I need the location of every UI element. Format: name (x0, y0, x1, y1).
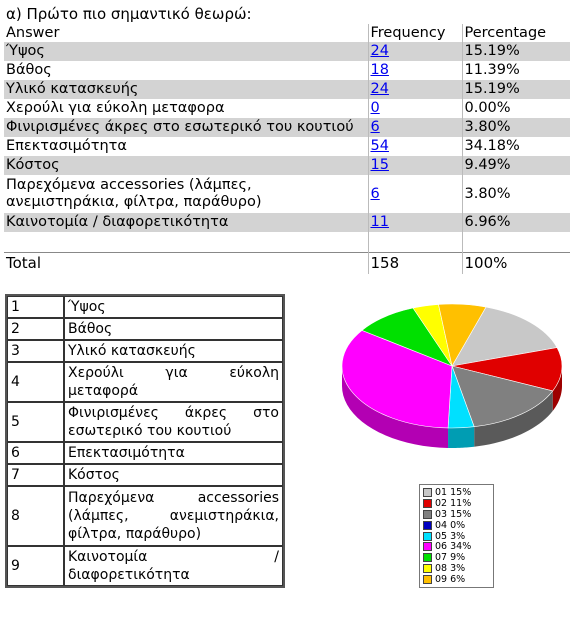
pie-legend-label: 02 11% (435, 497, 472, 509)
pie-legend-label: 07 9% (435, 552, 466, 564)
percentage-cell: 6.96% (462, 213, 570, 232)
legend-swatch (423, 532, 432, 541)
legend-number: 5 (7, 402, 64, 442)
frequency-cell (368, 99, 462, 118)
legend-number: 2 (7, 318, 64, 340)
legend-row (7, 296, 283, 318)
pie-chart (330, 286, 570, 486)
legend-swatch (423, 542, 432, 551)
header-frequency: Frequency (368, 24, 462, 42)
answer-cell: Φινιρισμένες άκρες στο εσωτερικό του κουτιού (4, 118, 368, 137)
pie-legend-item (423, 509, 490, 520)
percentage-cell: 15.19% (462, 42, 570, 61)
frequency-cell (368, 42, 462, 61)
table-row (4, 137, 570, 156)
legend-text: Επεκτασιμότητα (64, 442, 283, 464)
pie-legend-label: 03 15% (435, 508, 472, 520)
legend-row (7, 318, 283, 340)
pie-legend-item (423, 487, 490, 498)
legend-text: Υλικό κατασκευής (64, 340, 283, 362)
frequency-cell (368, 137, 462, 156)
legend-swatch (423, 553, 432, 562)
header-answer: Answer (4, 24, 368, 42)
table-row (4, 175, 570, 213)
frequency-link[interactable]: 15 (370, 157, 389, 173)
legend-number: 9 (7, 546, 64, 586)
legend-swatch (423, 488, 432, 497)
table-row (4, 156, 570, 175)
pie-legend-item (423, 563, 490, 574)
percentage-cell: 11.39% (464, 62, 520, 78)
legend-swatch (423, 575, 432, 584)
legend-swatch (423, 564, 432, 573)
frequency-link[interactable]: 24 (370, 43, 389, 59)
frequency-link[interactable]: 6 (370, 119, 380, 135)
pie-legend-label: 08 3% (435, 563, 466, 575)
legend-text: Φινιρισμένες άκρες στο εσωτερικό του κουτιού (64, 402, 283, 442)
frequency-cell (368, 118, 462, 137)
frequency-link[interactable]: 0 (370, 100, 380, 116)
legend-row (7, 340, 283, 362)
frequency-link[interactable]: 18 (370, 62, 389, 78)
pie-legend-item (423, 574, 490, 585)
answer-cell: Καινοτομία / διαφορετικότητα (4, 213, 368, 232)
frequency-link[interactable]: 54 (370, 138, 389, 154)
legend-number: 8 (7, 486, 64, 546)
table-row (4, 118, 570, 137)
legend-row (7, 486, 283, 546)
frequency-link[interactable]: 11 (370, 214, 389, 230)
legend-row (7, 362, 283, 402)
legend-number: 6 (7, 442, 64, 464)
header-percentage: Percentage (464, 24, 547, 41)
legend-row (7, 442, 283, 464)
legend-row (7, 546, 283, 586)
pie-legend-label: 05 3% (435, 530, 466, 542)
pie-legend-label: 06 34% (435, 541, 472, 553)
legend-text: Βάθος (64, 318, 283, 340)
pie-legend-item (423, 531, 490, 542)
frequency-cell (368, 213, 462, 232)
answer-legend-table (5, 294, 285, 588)
pie-legend-item (423, 498, 490, 509)
legend-swatch (423, 499, 432, 508)
legend-row (7, 402, 283, 442)
answer-cell: Βάθος (4, 61, 368, 80)
legend-text: Παρεχόμενα accessories (λάμπες, ανεμιστηράκια, φίλτρα, παράθυρο) (64, 486, 283, 546)
legend-number: 3 (7, 340, 64, 362)
answer-cell: Χερούλι για εύκολη μεταφορα (4, 99, 368, 118)
pie-legend-item (423, 520, 490, 531)
percentage-cell: 0.00% (464, 100, 511, 116)
pie-legend-label: 09 6% (435, 574, 466, 586)
results-table (4, 4, 570, 274)
answer-cell: Υλικό κατασκευής (4, 80, 368, 99)
percentage-cell: 34.18% (464, 138, 520, 154)
pie-legend-item (423, 552, 490, 563)
frequency-link[interactable]: 6 (370, 185, 380, 202)
frequency-cell (368, 156, 462, 175)
pie-legend (419, 484, 494, 588)
frequency-cell (368, 175, 462, 213)
legend-swatch (423, 510, 432, 519)
answer-cell: Κόστος (4, 156, 368, 175)
answer-cell: Ύψος (4, 42, 368, 61)
table-row (4, 61, 570, 80)
table-row (4, 42, 570, 61)
total-percentage: 100% (462, 253, 570, 275)
percentage-cell: 15.19% (462, 80, 570, 99)
pie-legend-item (423, 541, 490, 552)
legend-text: Χερούλι για εύκολη μεταφορά (64, 362, 283, 402)
total-row (4, 253, 570, 275)
answer-cell: Επεκτασιμότητα (4, 137, 368, 156)
frequency-cell (368, 80, 462, 99)
pie-legend-label: 04 0% (435, 519, 466, 531)
legend-swatch (423, 521, 432, 530)
percentage-cell: 9.49% (462, 156, 570, 175)
frequency-cell (368, 61, 462, 80)
legend-text: Καινοτομία / διαφορετικότητα (64, 546, 283, 586)
frequency-link[interactable]: 24 (370, 81, 389, 97)
total-frequency: 158 (368, 253, 462, 275)
table-row (4, 80, 570, 99)
legend-number: 4 (7, 362, 64, 402)
legend-number: 1 (7, 296, 64, 318)
answer-cell: Παρεχόμενα accessories (λάμπες, ανεμιστηράκια, φίλτρα, παράθυρο) (4, 175, 368, 213)
question-title: α) Πρώτο πιο σημαντικό θεωρώ: (6, 4, 252, 23)
legend-text: Ύψος (64, 296, 283, 318)
pie-slice-side (448, 427, 474, 448)
table-row (4, 99, 570, 118)
legend-number: 7 (7, 464, 64, 486)
percentage-cell: 3.80% (464, 185, 511, 202)
legend-text: Κόστος (64, 464, 283, 486)
total-label: Total (4, 253, 368, 275)
pie-legend-label: 01 15% (435, 486, 472, 498)
percentage-cell: 3.80% (462, 118, 570, 137)
legend-row (7, 464, 283, 486)
table-row (4, 213, 570, 232)
